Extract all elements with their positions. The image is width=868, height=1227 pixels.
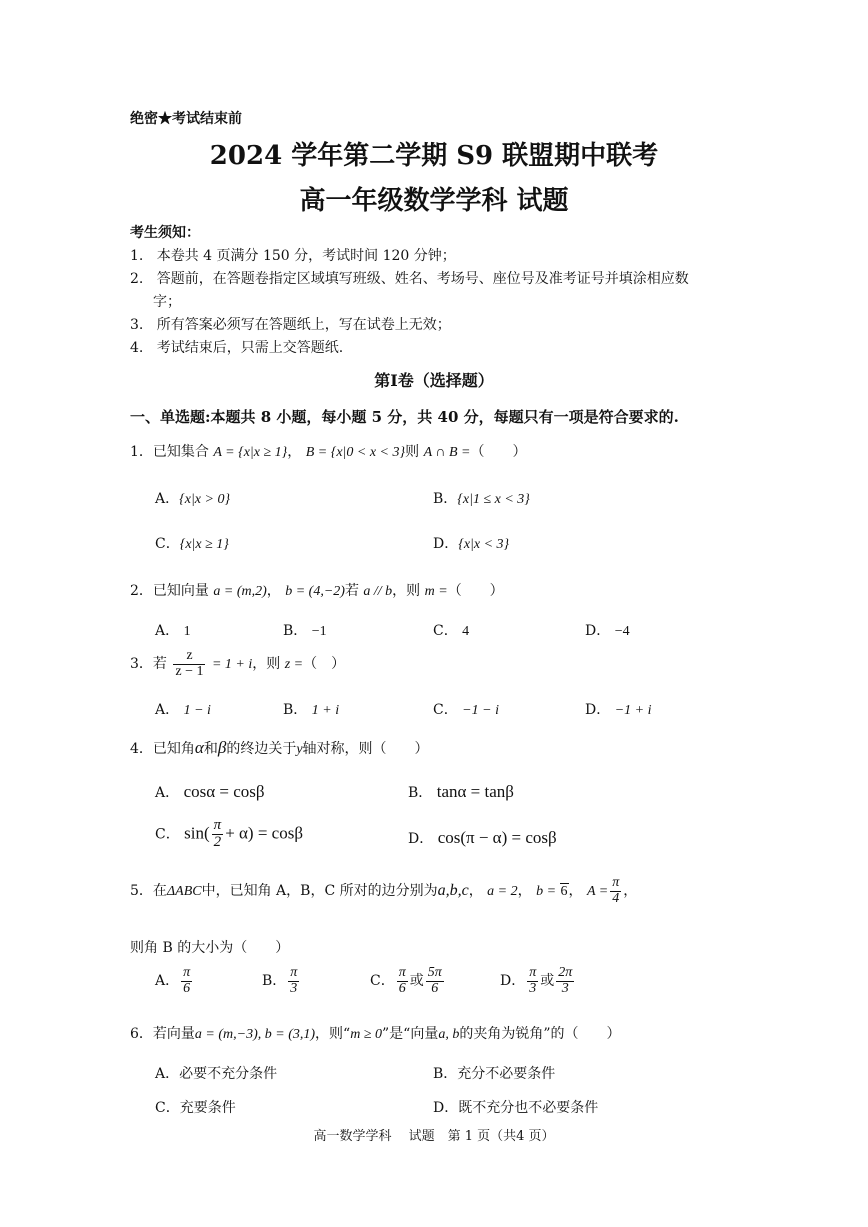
- q1-option-b: B．{x|1 ≤ x < 3}: [433, 491, 530, 507]
- q5-option-d: D． $\frac{\pi}{3}$ 或 $\frac{2\pi}{3}$: [500, 965, 573, 996]
- q1-option-d: D．{x|x < 3}: [433, 536, 510, 552]
- q3-option-b: B． 1 + i: [283, 702, 340, 718]
- q6-option-b: B．充分不必要条件: [433, 1066, 556, 1082]
- q5-option-a: A． $\frac{\pi}{6}$: [155, 965, 191, 996]
- question-1: 1．已知集合 A = {x|x ≥ 1}， B = {x|0 < x < 3}则 A ∩ B =（ ）: [130, 444, 527, 460]
- q5-option-c: C． $\frac{\pi}{6}$ 或 $\frac{5\pi}{6}$: [370, 965, 442, 996]
- q3-option-a: A． 1 − i: [155, 702, 211, 718]
- q1-option-c: C．{x|x ≥ 1}: [155, 536, 229, 552]
- q2-option-a: A． 1: [155, 623, 191, 639]
- q4-option-b: B． tanα = tanβ: [408, 782, 514, 801]
- q6-option-a: A．必要不充分条件: [155, 1066, 278, 1082]
- q2-option-b: B． −1: [283, 623, 327, 639]
- q4-option-a: A． cosα = cosβ: [155, 782, 265, 801]
- page-footer: 高一数学学科 试题 第 1 页（共4 页）: [313, 1129, 555, 1144]
- exam-subtitle: 高一年级数学学科 试题: [299, 186, 569, 216]
- q2-option-d: D． −4: [585, 623, 630, 639]
- question-5-line2: 则角 B 的大小为（ ）: [130, 940, 290, 956]
- notice-item-2: 2. 答题前，在答题卷指定区域填写班级、姓名、考场号、座位号及准考证号并填涂相应数: [130, 271, 689, 287]
- q6-option-d: D．既不充分也不必要条件: [433, 1100, 599, 1116]
- notice-item-3: 3. 所有答案必须写在答题纸上，写在试卷上无效；: [130, 317, 451, 333]
- notice-item-1: 1. 本卷共 4 页满分 150 分，考试时间 120 分钟；: [130, 248, 456, 264]
- question-6: 6．若向量a = (m,−3), b = (3,1)，则“m ≥ 0”是“向量a, b的夹角为锐角”的（ ）: [130, 1026, 621, 1042]
- part1-heading: 一、单选题:本题共 8 小题，每小题 5 分，共 40 分，每题只有一项是符合要求的.: [130, 408, 679, 426]
- notice-item-2-cont: 字；: [153, 294, 181, 310]
- q5-option-b: B． $\frac{\pi}{3}$: [262, 965, 298, 996]
- q3-option-d: D． −1 + i: [585, 702, 652, 718]
- q4-option-c: C． sin( $\frac{\pi}{2}$ + α) = cosβ: [155, 817, 303, 850]
- notice-item-4: 4. 考试结束后，只需上交答题纸.: [130, 340, 344, 356]
- q2-option-c: C． 4: [433, 623, 470, 639]
- secret-mark: 绝密★考试结束前: [130, 111, 242, 127]
- q1-option-a: A．{x|x > 0}: [155, 491, 231, 507]
- question-3: 3．若 $\frac{z}{z - 1}$ = 1 + i，则 z =（ ）: [130, 648, 346, 679]
- question-5: 5．在ΔABC中，已知角 A，B，C 所对的边分别为a,b,c， a = 2， b = 6， A = $\frac{\pi}{4}$ ，: [130, 875, 638, 906]
- notice-heading: 考生须知：: [130, 225, 200, 241]
- exam-title: 2024 学年第二学期 S9 联盟期中联考: [209, 141, 659, 171]
- question-2: 2．已知向量 a = (m,2)， b = (4,−2)若 a // b，则 m =（ ）: [130, 583, 504, 599]
- q3-fraction: $\frac{z}{z - 1}$: [175, 648, 204, 679]
- question-4: 4．已知角α和β的终边关于y轴对称，则（ ）: [130, 738, 429, 757]
- section-title: 第Ⅰ卷（选择题）: [374, 371, 494, 390]
- q3-option-c: C． −1 − i: [433, 702, 499, 718]
- q6-option-c: C．充要条件: [155, 1100, 236, 1116]
- q4-option-d: D． cos(π − α) = cosβ: [408, 828, 557, 847]
